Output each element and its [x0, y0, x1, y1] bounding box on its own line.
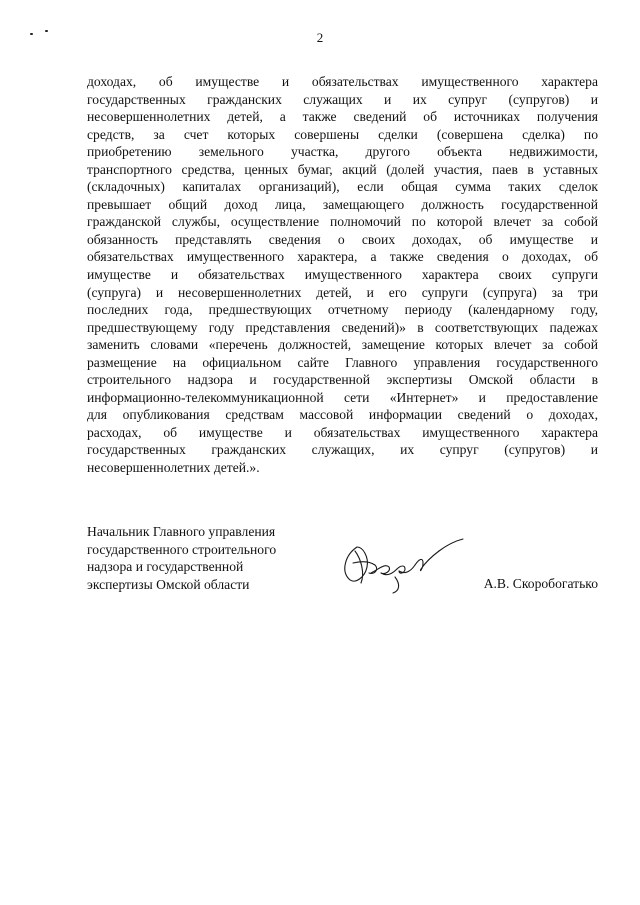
body-line: расходах, об имуществе и обязательствах имущественного характера [87, 424, 598, 440]
body-line: гражданской службы, осуществление полномочий по которой влечет за собой [87, 214, 598, 230]
body-line: (складочных) капиталах организаций), если общая сумма таких сделок [87, 179, 598, 195]
signatory-title [87, 523, 276, 593]
body-line: приобретению земельного участка, другого объекта недвижимости, [87, 144, 598, 160]
body-line: имуществе и обязательствах имущественного характера своих супруги [87, 267, 598, 283]
body-line: информационно-телекоммуникационной сети «Интернет» и предоставление [87, 389, 598, 405]
body-line: строительного надзора и государственной экспертизы Омской области в [87, 372, 598, 388]
signatory-title-line: надзора и государственной [87, 559, 244, 575]
body-line: последних года, предшествующих отчетному периоду (календарному году, [87, 302, 598, 318]
body-line: для опубликования средствам массовой информации сведений о доходах, [87, 407, 598, 423]
body-line: несовершеннолетних детей.». [87, 460, 260, 476]
body-line: (супруга) и несовершеннолетних детей, и его супруги (супруга) за три [87, 284, 598, 300]
body-line: несовершеннолетних детей, а также сведений об источниках получения [87, 109, 598, 125]
handwritten-signature [335, 533, 480, 595]
signer-name: А.В. Скоробогатько [483, 576, 598, 591]
signatory-title-line: экспертизы Омской области [87, 576, 250, 592]
signatory-title-line: Начальник Главного управления [87, 524, 276, 539]
body-line: средств, за счет которых совершены сделки (совершена сделка) по [87, 126, 598, 142]
signatory-title-line: государственного строительного [87, 541, 277, 557]
body-line: государственных гражданских служащих, их супруг (супругов) и [87, 442, 598, 458]
body-paragraph [87, 73, 598, 477]
body-line: размещение на официальном сайте Главного управления государственного [87, 354, 598, 370]
body-line: транспортного средства, ценных бумаг, акций (долей участия, паев в уставных [87, 161, 598, 177]
body-line: государственных гражданских служащих и их супруг (супругов) и [87, 91, 598, 107]
body-line: заменить словами «перечень должностей, замещение которых влечет за собой [87, 337, 598, 353]
body-line: обязательствах имущественного характера, а также сведения о доходах, об [87, 249, 598, 265]
body-line: предшествующему году представления сведений)» в соответствующих падежах [87, 319, 598, 335]
page-number: 2 [316, 30, 324, 45]
body-line: обязанность представлять сведения о своих доходах, об имуществе и [87, 231, 598, 247]
body-line: доходах, об имуществе и обязательствах имущественного характера [87, 74, 598, 89]
body-line: превышает общий доход лица, замещающего должность государственной [87, 196, 598, 212]
